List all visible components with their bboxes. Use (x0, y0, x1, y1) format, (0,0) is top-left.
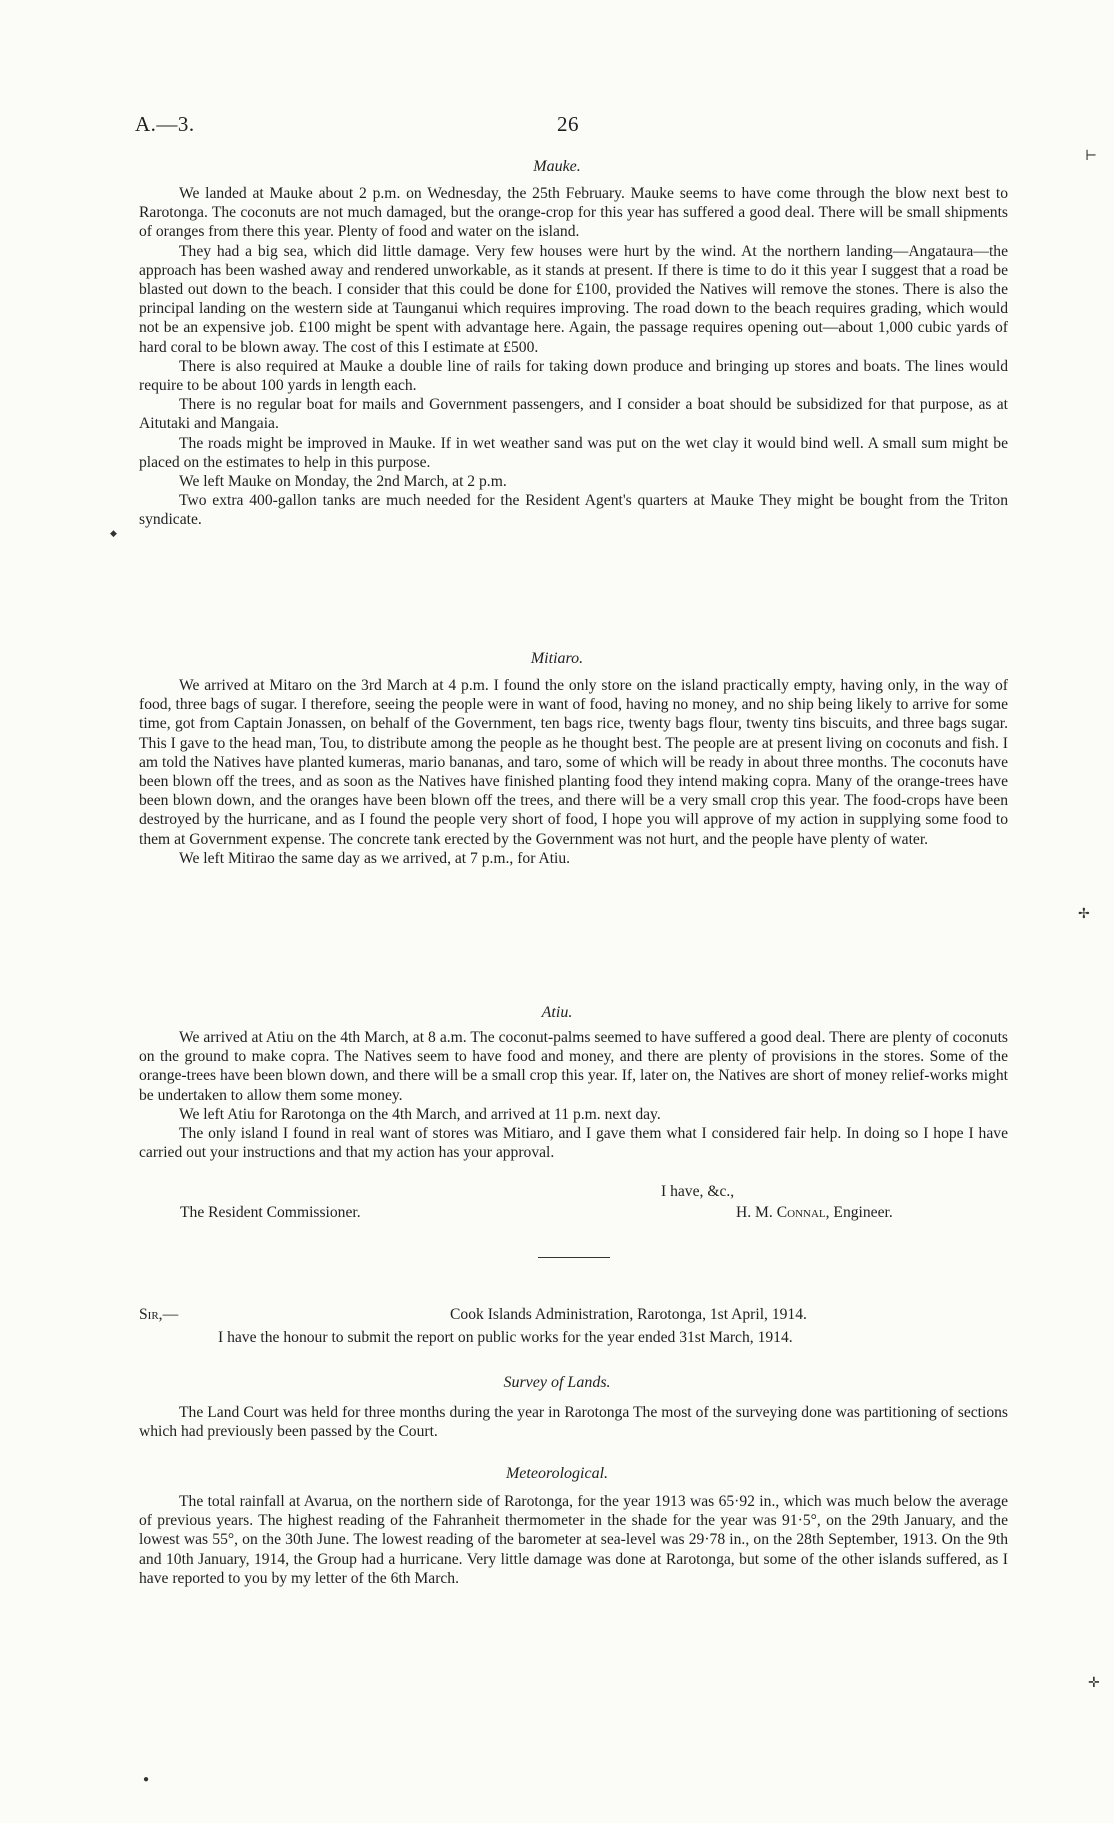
section-body-atiu (139, 1028, 1008, 1162)
paragraph: We left Atiu for Rarotonga on the 4th March, and arrived at 11 p.m. next day. (179, 1105, 661, 1123)
section-heading-meteorological: Meteorological. (505, 1465, 609, 1482)
addressee: The Resident Commissioner. (180, 1204, 361, 1221)
section-body-survey (139, 1403, 1008, 1441)
section-divider (538, 1257, 610, 1258)
closing-phrase: I have, &c., (661, 1183, 735, 1200)
paragraph: We arrived at Mitaro on the 3rd March at 4 p.m. I found the only store on the island practically empty, having only, in the way of food, three bags of sugar. I therefore, seeing the people were in want of food, having no money, and no ship being likely to arrive for some time, got from Captain Jonassen, on behalf of the Government, ten bags rice, twenty bags flour, twenty tins biscuits, and three bags sugar. This I gave to the head man, Tou, to distribute among the people as he thought best. The people are at present living on coconuts and fish. I am told the Natives have planted kumeras, mario bananas, and taro, some of which will be ready in about three months. The coconuts have been blown off the trees, and as soon as the Natives have finished planting food they intend making copra. Many of the orange-trees have been blown down, and the oranges have been blown off the trees, and there will be a very small crop this year. The food-crops have been destroyed by the hurricane, and as I found the people very short of food, I hope you will approve of my action in supplying some food to them at Government expense. The concrete tank erected by the Government was not hurt, and the people have plenty of water. (139, 677, 1008, 848)
paragraph: We arrived at Atiu on the 4th March, at 8 a.m. The coconut-palms seemed to have suffered a good deal. There are plenty of coconuts on the ground to make copra. The Natives seem to have food and money, and there are plenty of provisions in the stores. Some of the orange-trees have been blown down, and there will be a small crop this year. If, later on, the Natives are short of money relief-works might be undertaken to allow them some money. (139, 1029, 1008, 1104)
scan-dot-icon: ◆ (110, 528, 117, 538)
document-reference: A.—3. (135, 112, 195, 136)
section-body-mauke (139, 184, 1008, 530)
paragraph: We left Mauke on Monday, the 2nd March, at 2 p.m. (179, 473, 507, 491)
paragraph: There is also required at Mauke a double line of rails for taking down produce and bringing up stores and boats. The lines would require to be about 100 yards in length each. (139, 357, 1008, 395)
signature-name: H. M. Connal, (736, 1204, 830, 1221)
scan-mark-icon: ✢ (1078, 907, 1090, 922)
paragraph: Two extra 400-gallon tanks are much needed for the Resident Agent's quarters at Mauke They might be bought from the Triton syndicate. (139, 492, 1008, 529)
paragraph: The only island I found in real want of stores was Mitiaro, and I gave them what I considered fair help. In doing so I hope I have carried out your instructions and that my action has your approval. (139, 1125, 1008, 1162)
paragraph: The roads might be improved in Mauke. If in wet weather sand was put on the wet clay it would bind well. A small sum might be placed on the estimates to help in this purpose. (139, 434, 1008, 471)
signature-title: Engineer. (833, 1204, 893, 1221)
scan-dot-icon: ● (143, 1774, 150, 1785)
scan-mark-icon: ✛ (1088, 1676, 1100, 1691)
paragraph: The Land Court was held for three months during the year in Rarotonga The most of the surveying done was partitioning of sections which had previously been passed by the Court. (139, 1404, 1008, 1441)
paragraph: We landed at Mauke about 2 p.m. on Wednesday, the 25th February. Mauke seems to have come through the blow next best to Rarotonga. The coconuts are not much damaged, but the orange-crop for this year has suffered a good deal. There will be small shipments of oranges from there this year. Plenty of food and water on the island. (139, 185, 1008, 241)
section-body-mitiaro (139, 676, 1008, 868)
page-number: 26 (557, 112, 579, 136)
section-body-meteorological (139, 1492, 1008, 1588)
paragraph: I have the honour to submit the report on public works for the year ended 31st March, 1914. (218, 1329, 793, 1346)
paragraph: There is no regular boat for mails and Government passengers, and I consider a boat should be subsidized for that purpose, as at Aitutaki and Mangaia. (139, 396, 1008, 433)
section-heading-mauke: Mauke. (533, 158, 581, 175)
paragraph: We left Mitirao the same day as we arrived, at 7 p.m., for Atiu. (179, 849, 571, 867)
scan-mark-icon: ⊢ (1085, 149, 1098, 164)
letter-intro (139, 1328, 1008, 1347)
paragraph: The total rainfall at Avarua, on the northern side of Rarotonga, for the year 1913 was 65·92 in., which was much below the average of previous years. The highest reading of the Fahranheit thermometer in the shade for the year was 91·5°, on the 29th January, and the lowest was 55°, on the 30th June. The lowest reading of the barometer at sea-level was 29·78 in., on the 28th September, 1913. On the 9th and 10th January, 1914, the Group had a hurricane. Very little damage was done at Rarotonga, but some of the other islands suffered, as I have reported to you by my letter of the 6th March. (139, 1493, 1008, 1587)
signature (736, 1204, 893, 1222)
section-heading-mitiaro: Mitiaro. (530, 650, 584, 667)
paragraph: They had a big sea, which did little damage. Very few houses were hurt by the wind. At the northern landing—Angataura—the approach has been washed away and rendered unworkable, as it stands at present. If there is time to do it this year I suggest that a road be blasted out down to the beach. I consider that this could be done for £100, provided the Natives will remove the stones. There is also the principal landing on the western side at Taunganui which requires improving. The road down to the beach requires grading, which would not be an expensive job. £100 might be spent with advantage here. Again, the passage requires opening out—about 1,000 cubic yards of hard coral to be blown away. The cost of this I estimate at £500. (139, 242, 1008, 356)
dateline: Cook Islands Administration, Rarotonga, 1st April, 1914. (450, 1306, 807, 1323)
salutation: Sir,— (139, 1306, 179, 1323)
section-heading-atiu: Atiu. (541, 1004, 573, 1021)
section-heading-survey: Survey of Lands. (503, 1374, 611, 1391)
